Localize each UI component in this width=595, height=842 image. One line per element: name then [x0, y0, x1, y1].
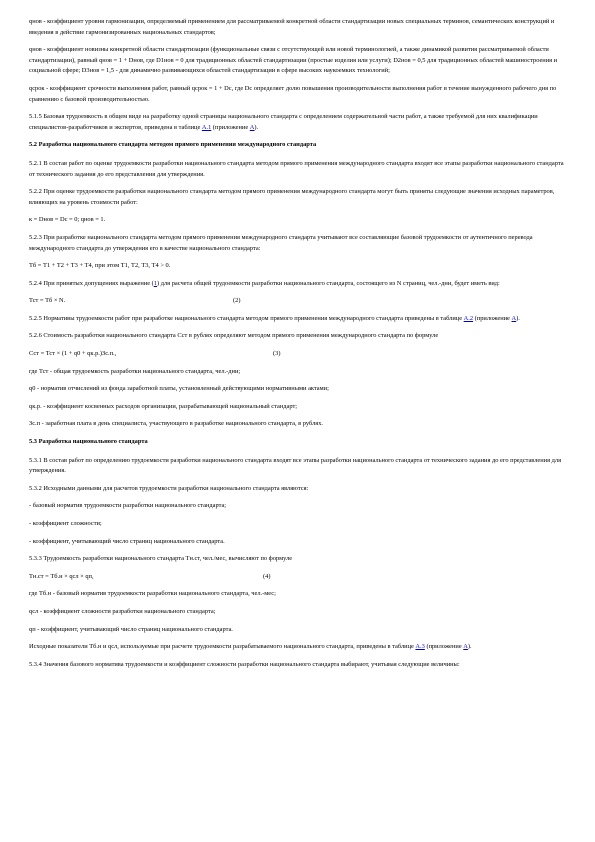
paragraph: 5.2.3 При разработке национального стандарта методом прямого применения международного стандарта учитывают все составляющие базовой трудоемкости от аутентичного перевода международного стандарта до утверждения его в качестве национального стандарта: — [29, 233, 533, 252]
formula — [29, 349, 569, 360]
paragraph: qсрок - коэффициент срочности выполнения работ, равный qсрок = 1 + Dс, где Dс определяет долю повышения производительности выполнения работ в течение вынужденного рабочего дня по сравнению с базовой производительностью. — [29, 84, 557, 103]
paragraph — [29, 642, 569, 653]
list-item: - коэффициент сложности; — [29, 520, 102, 527]
paragraph — [29, 279, 569, 290]
paragraph: q0 - норматив отчислений из фонда заработной платы, установленный действующими нормативными актами; — [29, 385, 329, 393]
paragraph-text: 5.2.4 При принятых допущениях выражение ( — [29, 279, 154, 287]
table-a3-link[interactable]: А.3 — [415, 643, 425, 651]
formula-expression: Тст = Тб × N. — [29, 297, 66, 305]
paragraph-text: ). — [254, 123, 259, 131]
formula-expression: к = Dнов = Dс = 0; qнов = 1. — [29, 216, 106, 224]
section-heading: 5.2 Разработка национального стандарта методом прямого применения международного стандарта — [29, 141, 317, 149]
section-heading: 5.3 Разработка национального стандарта — [29, 438, 148, 446]
document-page — [29, 17, 569, 677]
paragraph-text: (приложение — [424, 643, 464, 651]
list-item: - базовый норматив трудоемкости разработки национального стандарта; — [29, 502, 227, 510]
appendix-a-link[interactable]: А — [249, 123, 255, 131]
paragraph-text: ) для расчета общей трудоемкости разработки национального стандарта, состоящего из N страниц, чел.-дни, будет иметь вид: — [157, 279, 500, 287]
formula — [29, 296, 569, 307]
formula — [29, 572, 569, 583]
formula-expression: Тн.ст = Тб.н × qсл × qп, — [29, 572, 94, 580]
paragraph-text: (приложение — [211, 123, 250, 131]
paragraph: где Тб.н - базовый норматив трудоемкости разработки национального стандарта, чел.-мес; — [29, 590, 276, 598]
list-item: - коэффициент, учитывающий число страниц национального стандарта. — [29, 537, 225, 545]
paragraph: qп - коэффициент, учитывающий число страниц национального стандарта. — [29, 625, 233, 633]
paragraph-text: 5.1.5 Базовая трудоемкость в общем виде на разработку одной страницы национального стандарта с определением содержательной части работ, а также требуемой для них квалификации специалистов-разработчиков и экспертов, приведена в таблице — [29, 113, 538, 131]
formula-number: (4) — [263, 572, 271, 580]
table-a2-link[interactable]: А.2 — [463, 314, 474, 322]
formula-number: (2) — [233, 297, 241, 305]
paragraph: Зс.п - заработная плата в день специалиста, участвующего в разработке национального стандарта, в рублях. — [29, 420, 324, 428]
paragraph — [29, 112, 569, 133]
paragraph: 5.3.4 Значения базового норматива трудоемкости и коэффициент сложности разработки национального стандарта выбирают, учитывая следующие величины: — [29, 660, 460, 668]
paragraph: qсл - коэффициент сложности разработки национального стандарта; — [29, 607, 216, 615]
paragraph: 5.3.1 В состав работ по определению трудоемкости разработки национального стандарта входят все этапы разработки национального стандарта от технического задания до его представления для утверждения. — [29, 456, 562, 475]
paragraph-text: ). — [467, 643, 472, 651]
appendix-a-link[interactable]: А — [511, 314, 517, 322]
paragraph-text: Исходные показатели Тб.н и qсл, используемые при расчете трудоемкости разрабатываемого национального стандарта, приведены в таблице — [29, 643, 416, 651]
appendix-a-link[interactable]: А — [463, 643, 468, 651]
paragraph: 5.2.6 Стоимость разработки национального стандарта Сст в рублях определяют методом прямого применения международного стандарта по формуле — [29, 332, 439, 340]
table-a1-link[interactable]: А.1 — [201, 123, 212, 131]
formula-expression: Сст = Тст × (1 + q0 + qк.р.)Зс.п., — [29, 350, 117, 358]
formula — [29, 215, 569, 226]
paragraph-text: (приложение — [473, 314, 512, 322]
paragraph-text: 5.2.5 Нормативы трудоемкости работ при разработке национального стандарта методом прямого применения международного стандарта приведены в таблице — [29, 314, 464, 322]
paragraph: qк.р. - коэффициент косвенных расходов организации, разрабатывающей национальный стандарт; — [29, 402, 298, 410]
paragraph: 5.2.2 При оценке трудоемкости разработки национального стандарта методом прямого применения международного стандарта могут быть приняты следующие значения исходных параметров, влияющих на уровень стоимости работ: — [29, 188, 555, 206]
paragraph: qнов - коэффициент уровня гармонизации, определяемый применением для рассматриваемой конкретной области стандартизации новых специальных терминов, семантических конструкций и введения в действие гармонизированных национальных стандартов; — [29, 18, 555, 36]
paragraph: 5.2.1 В состав работ по оценке трудоемкости разработки национального стандарта методом прямого применения международного стандарта входят все этапы разработки национального стандарта от технического задания до его представления для утверждения. — [29, 159, 564, 178]
paragraph: qнов - коэффициент новизны конкретной области стандартизации (функциональные связи с отсутствующей или новой терминологией, а также динамикой развития рассматриваемой области стандартизации), равный qнов = 1 + Dнов, где D1нов = 0 для традиционных областей стандартизации (простые изделия или услуги); D2нов = 0,5 для традиционных областей машиностроения и социальной сфере; D3нов = 1,5 - для динамично развивающихся областей стандартизации в сфере высоких наукоемких технологий; — [29, 46, 558, 75]
paragraph: 5.3.2 Исходными данными для расчетов трудоемкости разработки национального стандарта являются: — [29, 484, 309, 492]
paragraph: 5.3.3 Трудоемкость разработки национального стандарта Тн.ст, чел./мес, вычисляют по формуле — [29, 555, 293, 563]
formula — [29, 261, 569, 272]
formula-1-link[interactable]: 1 — [153, 279, 157, 287]
paragraph — [29, 314, 569, 325]
paragraph: где Тст - общая трудоемкость разработки национального стандарта, чел.-дни; — [29, 367, 241, 375]
formula-number: (3) — [273, 350, 281, 358]
formula-expression: Тб = Т1 + Т2 + Т3 + Т4, при этом Т1, Т2, Т3, Т4 > 0. — [29, 262, 171, 270]
paragraph-text: ). — [516, 314, 520, 322]
